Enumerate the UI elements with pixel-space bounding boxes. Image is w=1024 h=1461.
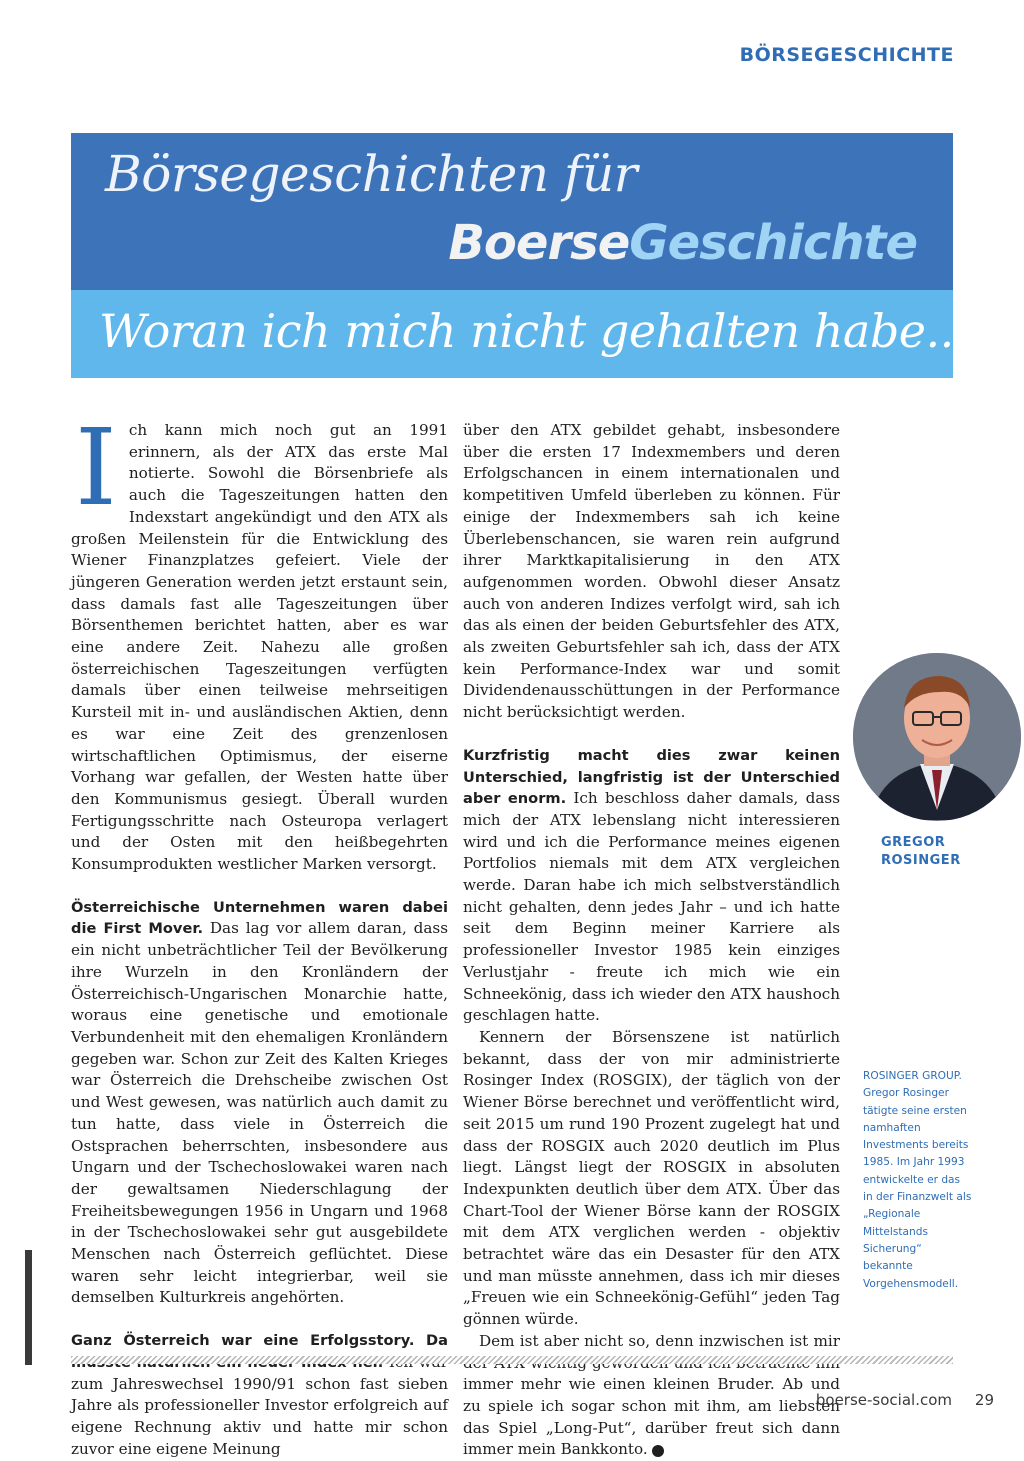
paragraph-text: Das lag vor allem daran, dass ein nicht unbeträchtlicher Teil der Bevölkerung ihre Wurzeln in den Kronländern der Österreichisch-Ungarischen Monarchie hatte, woraus eine genetische und emotionale Verbundenheit mit den ehemaligen Kronländern gegeben war. Schon zur Zeit des Kalten Krieges war Österreich die Drehscheibe zwischen Ost und West gewesen, was natürlich auch damit zu tun hatte, dass viele in Österreich die Ostsprachen beherrschten, insbesondere aus Ungarn und der Tschechoslowakei waren nach der gewaltsamen Niederschlagung der Freiheitsbewegungen 1956 in Ungarn und 1968 in der Tschechoslowakei sehr gut ausgebildete Menschen nach Österreich geflüchtet. Diese waren sehr leicht integrierbar, weil sie demselben Kulturkreis angehörten. [71, 919, 448, 1307]
end-mark-icon: + [652, 1445, 664, 1457]
paragraph-text: Dem ist aber nicht so, denn inzwischen ist mir immer mehr wie einen kleinen Bruder. Ab und zu spiele ich sogar schon mit ihm, am liebsten das Spiel „Long-Put“, darüber freut sich dann immer mein Bankkonto. [463, 1331, 840, 1459]
subtitle-banner [71, 290, 968, 378]
author-photo-illustration [850, 650, 1024, 820]
margin-marker [25, 1250, 32, 1365]
article-paragraph [463, 745, 840, 1027]
article-paragraph: über den ATX gebildet gehabt, insbesondere über die ersten 17 Indexmembers und deren Erfolgschancen in einem internationalen und kompetitiven Umfeld überleben zu können. Für einige der Indexmembers sah ich keine Überlebenschancen, sie waren rein aufgrund ihrer Marktkapitalisierung in den ATX aufgenommen worden. Obwohl dieser Ansatz auch von anderen Indizes verfolgt wird, sah ich das als einen der beiden Geburtsfehler des ATX, als zweiten Geburtsfehler sah ich, dass der ATX kein Performance-Index war und somit Dividendenausschüttungen in der Performance nicht berücksichtigt werden. [463, 421, 840, 722]
title-banner [71, 133, 953, 290]
article-subtitle: Woran ich mich nicht gehalten habe... [99, 304, 968, 358]
author-last-name: ROSINGER [881, 853, 961, 868]
article-column-1 [71, 406, 448, 1460]
brand-logo-text [448, 215, 917, 271]
banner-title-line: Börsegeschichten für [105, 145, 638, 203]
paragraph-text: Ich beschloss daher damals, dass mich der ATX lebenslang nicht interessieren wird und ich die Performance meines eigenen Portfolios niemals mit dem ATX vergleichen werde. Daran habe ich mich selbstverständlich nicht gehalten, denn jedes Jahr – und ich hatte seit dem Beginn meiner Karriere als professioneller Investor 1985 kein einziges Verlustjahr - freute ich mich wie ein Schneekönig, dass ich wieder den ATX haushoch geschlagen hatte. [463, 789, 840, 1025]
article-column-2 [463, 420, 840, 1461]
author-name [881, 834, 961, 870]
article-paragraph [463, 1331, 840, 1461]
section-label: BÖRSEGESCHICHTE [739, 44, 954, 66]
brand-part-geschichte: Geschichte [629, 215, 917, 271]
article-paragraph [71, 897, 448, 1309]
article-paragraph [71, 1330, 448, 1460]
hatched-divider [71, 1356, 953, 1364]
author-first-name: GREGOR [881, 835, 946, 850]
page-number: 29 [974, 1391, 994, 1409]
author-portrait [850, 650, 1024, 820]
drop-cap: I [75, 406, 117, 529]
article-paragraph [71, 406, 448, 876]
brand-part-boerse: Boerse [448, 215, 630, 271]
paragraph-text: ch kann mich noch gut an 1991 erinnern, als der ATX das erste Mal notierte. Sowohl die Börsenbriefe als auch die Tageszeitungen hatten den Indexstart angekündigt und den ATX als großen Meilenstein für die Entwicklung des Wiener Finanzplatzes gefeiert. Viele der jüngeren Generation werden jetzt erstaunt sein, dass damals fast alle Tageszeitungen über Börsenthemen berichtet hatten, aber es war eine andere Zeit. Nahezu alle großen österreichischen Tageszeitungen verfügten damals über einen teilweise mehrseitigen Kursteil mit in- und ausländischen Aktien, denn es war eine Zeit des grenzenlosen wirtschaftlichen Optimismus, der eiserne Vorhang war gefallen, der Westen hatte über den Kommunismus gesiegt. Überall wurden Fertigungsschritte nach Osteuropa verlagert und der Osten mit den heißbegehrten Konsumprodukten westlicher Marken versorgt. [71, 421, 448, 874]
paragraph-lead: Kurzfristig macht dies zwar keinen Unterschied, langfristig ist der Unterschied aber enorm. [463, 746, 840, 808]
paragraph-lead: Österreichische Unternehmen waren dabei die First Mover. [71, 898, 448, 938]
author-caption: ROSINGER GROUP. Gregor Rosinger tätigte seine ersten namhaften Investments bereits 1985. Im Jahr 1993 entwickelte er das in der Finanzwelt als „Regionale Mittelstands Sicherung“ bekannte Vorgehensmodell. [863, 1070, 972, 1290]
paragraph-lead: Ganz Österreich war eine Erfolgsstory. Da [71, 1332, 448, 1350]
paragraph-text: zum Jahreswechsel 1990/91 schon fast sieben Jahre als professioneller Investor erfolgreich auf eigene Rechnung aktiv und hatte mir schon zuvor eine eigene Meinung [71, 1374, 448, 1458]
article-paragraph: Kennern der Börsenszene ist natürlich bekannt, dass der von mir administrierte Rosinger Index (ROSGIX), der täglich von der Wiener Börse berechnet und veröffentlicht wird, seit 2015 um rund 190 Prozent zugelegt hat und dass der ROSGIX auch 2020 deutlich im Plus liegt. Längst liegt der ROSGIX in absoluten Indexpunkten deutlich über dem ATX. Über das Chart-Tool der Wiener Börse kann der ROSGIX mit dem ATX verglichen werden - objektiv betrachtet wäre das ein Desaster für den ATX und man müsste annehmen, dass ich mir dieses „Freuen wie ein Schneekönig-Gefühl“ jeden Tag gönnen würde. [463, 1027, 840, 1329]
footer-website: boerse-social.com [815, 1391, 952, 1409]
